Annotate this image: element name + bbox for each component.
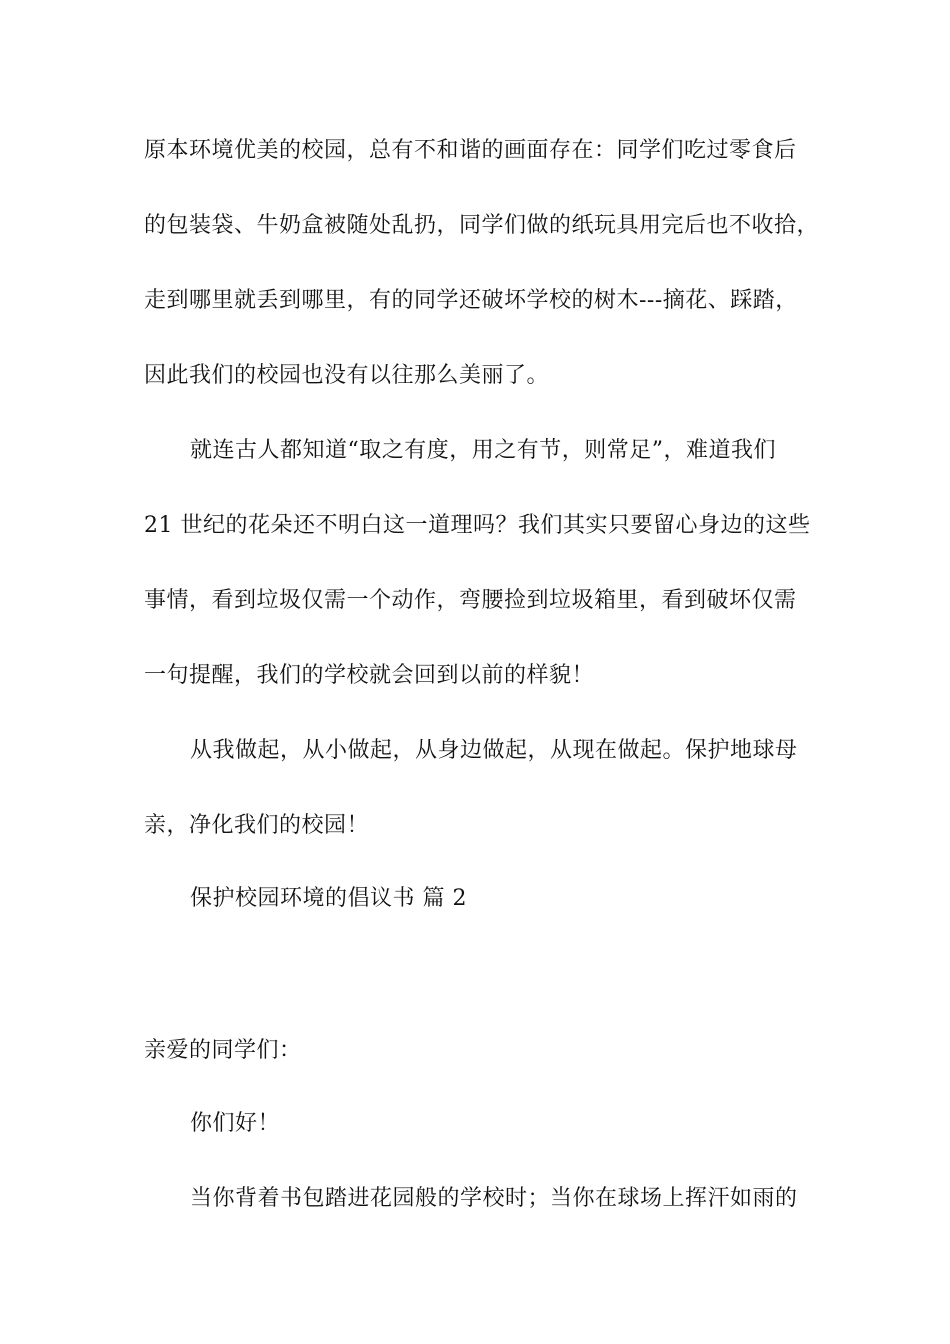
- paragraph-5-line-1: 当你背着书包踏进花园般的学校时；当你在球场上挥汗如雨的: [190, 1186, 798, 1211]
- paragraph-1-line-2: 的包装袋、牛奶盒被随处乱扔，同学们做的纸玩具用完后也不收拾，: [144, 213, 820, 238]
- greeting: 你们好！: [190, 1111, 281, 1136]
- paragraph-2-line-2: 21 世纪的花朵还不明白这一道理吗？我们其实只要留心身边的这些: [144, 513, 811, 538]
- paragraph-2-line-4: 一句提醒，我们的学校就会回到以前的样貌！: [144, 663, 595, 688]
- paragraph-3-line-1: 从我做起，从小做起，从身边做起，从现在做起。保护地球母: [190, 738, 798, 763]
- paragraph-3-line-2: 亲，净化我们的校园！: [144, 813, 370, 838]
- section-title: 保护校园环境的倡议书 篇 2: [190, 886, 467, 911]
- paragraph-1-line-3: 走到哪里就丢到哪里，有的同学还破坏学校的树木---摘花、踩踏，: [144, 288, 798, 313]
- paragraph-2-line-1: 就连古人都知道“取之有度，用之有节，则常足”，难道我们: [190, 438, 776, 463]
- paragraph-2-line-3: 事情，看到垃圾仅需一个动作，弯腰捡到垃圾箱里，看到破坏仅需: [144, 588, 797, 613]
- salutation: 亲爱的同学们：: [144, 1038, 302, 1063]
- paragraph-1-line-1: 原本环境优美的校园，总有不和谐的画面存在：同学们吃过零食后: [144, 138, 797, 163]
- paragraph-1-line-4: 因此我们的校园也没有以往那么美丽了。: [144, 363, 550, 388]
